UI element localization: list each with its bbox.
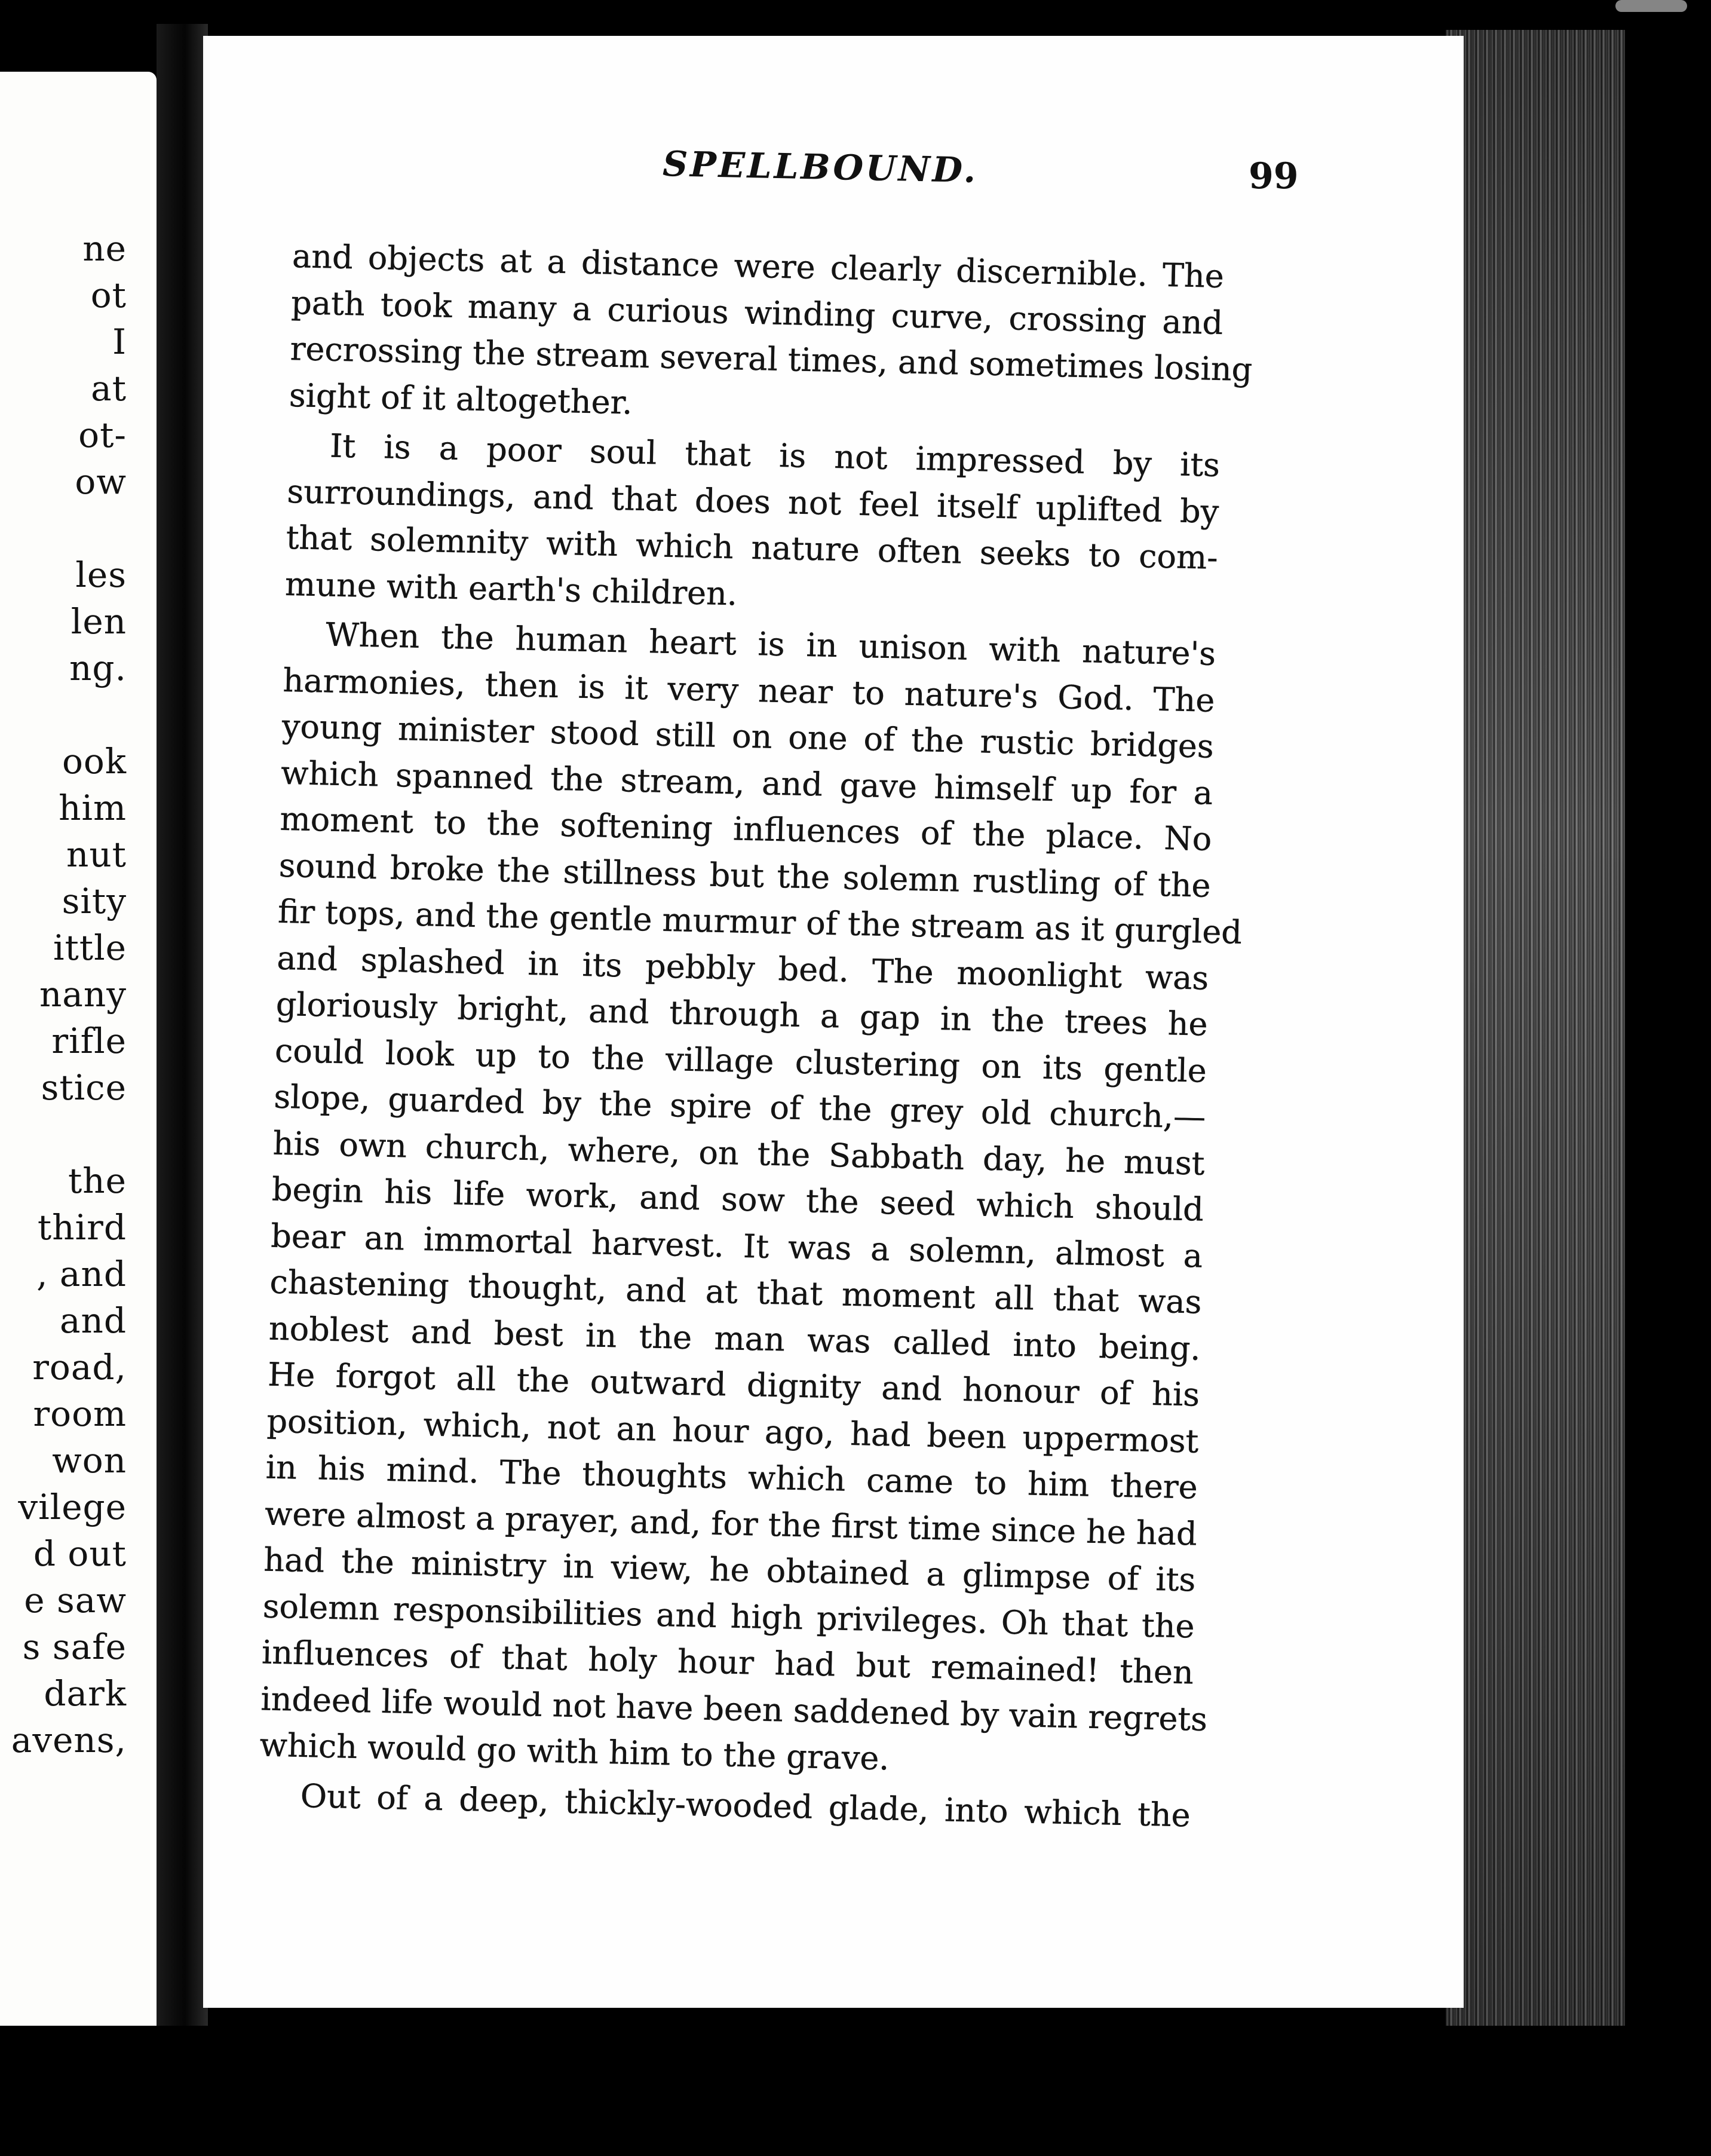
scan-background bbox=[0, 2026, 1711, 2156]
text-line: indeed life would not have been saddened by vain regrets bbox=[260, 1679, 1208, 1738]
text-line: which would go with him to the grave. bbox=[259, 1726, 890, 1778]
text-line: begin his life work, and sow the seed which should bbox=[271, 1170, 1204, 1229]
left-fragment: rifle bbox=[51, 1021, 127, 1061]
right-page bbox=[203, 36, 1464, 2008]
left-fragment: third bbox=[37, 1207, 127, 1248]
text-line: sound broke the stillness but the solemn rustling of the bbox=[278, 846, 1212, 905]
left-fragment: len bbox=[70, 601, 127, 642]
text-line: Out of a deep, thickly-wooded glade, into which the bbox=[300, 1777, 1191, 1834]
text-line: recrossing the stream several times, and sometimes losing bbox=[290, 329, 1253, 389]
text-line: bear an immortal harvest. It was a solemn, almost a bbox=[270, 1217, 1203, 1275]
page-number: 99 bbox=[1249, 155, 1299, 197]
left-fragment: les bbox=[75, 555, 127, 595]
scan-speck bbox=[1615, 0, 1687, 12]
body-text bbox=[258, 233, 1253, 1838]
text-line: sight of it altogether. bbox=[289, 376, 633, 421]
text-line: chastening thought, and at that moment all that was bbox=[269, 1263, 1203, 1321]
text-line: He forgot all the outward dignity and honour of his bbox=[267, 1355, 1200, 1414]
left-fragment: ng. bbox=[69, 648, 127, 688]
text-line: slope, guarded by the spire of the grey old church,— bbox=[273, 1077, 1206, 1136]
text-line: young minister stood still on one of the rustic bridges bbox=[281, 707, 1215, 765]
left-fragment: ook bbox=[62, 741, 127, 782]
book-gutter bbox=[157, 24, 208, 2068]
text-line: It is a poor soul that is not impressed by its bbox=[329, 427, 1221, 484]
left-fragment: ne bbox=[82, 228, 127, 269]
text-line: and splashed in its pebbly bed. The moonlight was bbox=[276, 939, 1209, 997]
text-line: which spanned the stream, and gave himself up for a bbox=[280, 754, 1213, 812]
text-line: fir tops, and the gentle murmur of the stream as it gurgled bbox=[277, 892, 1243, 951]
text-line: could look up to the village clustering on its gentle bbox=[274, 1031, 1207, 1090]
left-fragment: nany bbox=[39, 974, 127, 1015]
left-fragment: road, bbox=[32, 1347, 127, 1388]
left-fragment: ot bbox=[90, 275, 127, 316]
left-page bbox=[0, 72, 157, 2062]
running-head: SPELLBOUND. bbox=[662, 143, 979, 191]
left-fragment: won bbox=[52, 1440, 127, 1481]
left-fragment: at bbox=[91, 368, 127, 409]
text-line: had the ministry in view, he obtained a glimpse of its bbox=[263, 1541, 1196, 1599]
page-header bbox=[203, 143, 1464, 209]
left-fragment: dark bbox=[44, 1673, 127, 1714]
left-fragment: d out bbox=[33, 1533, 127, 1574]
left-fragment: ow bbox=[75, 461, 127, 502]
left-fragment: the bbox=[68, 1160, 127, 1201]
text-line: noblest and best in the man was called into being. bbox=[268, 1309, 1201, 1368]
left-fragment: and bbox=[59, 1300, 127, 1341]
text-line: gloriously bright, and through a gap in the trees he bbox=[275, 985, 1209, 1043]
text-line: When the human heart is in unison with nature's bbox=[325, 615, 1216, 673]
left-fragment: him bbox=[59, 788, 127, 828]
left-fragment: e saw bbox=[24, 1580, 127, 1621]
text-line: that solemnity with which nature often seeks to com- bbox=[286, 518, 1219, 577]
left-fragment: s safe bbox=[22, 1627, 127, 1667]
text-line: influences of that holy hour had but remained! then bbox=[261, 1633, 1194, 1692]
left-fragment: nut bbox=[66, 834, 127, 875]
page-edges bbox=[1446, 30, 1625, 2026]
left-fragment: ot- bbox=[78, 415, 127, 455]
text-line: surroundings, and that does not feel itself uplifted by bbox=[286, 472, 1219, 531]
text-line: were almost a prayer, and, for the first time since he had bbox=[264, 1494, 1198, 1553]
text-line: mune with earth's children. bbox=[284, 565, 738, 612]
text-line: harmonies, then is it very near to nature's God. The bbox=[282, 661, 1215, 719]
text-line: solemn responsibilities and high privileges. Oh that the bbox=[262, 1587, 1195, 1645]
text-line: in his mind. The thoughts which came to him there bbox=[265, 1448, 1198, 1506]
text-line: and objects at a distance were clearly discernible. The bbox=[292, 237, 1225, 296]
left-fragment: room bbox=[33, 1394, 127, 1434]
text-line: position, which, not an hour ago, had been uppermost bbox=[266, 1402, 1199, 1460]
text-line: moment to the softening influences of the place. No bbox=[279, 800, 1212, 858]
text-line: path took many a curious winding curve, crossing and bbox=[290, 283, 1224, 342]
text-line: his own church, where, on the Sabbath day, he must bbox=[272, 1124, 1206, 1183]
left-fragment: stice bbox=[41, 1067, 127, 1108]
left-fragment: , and bbox=[36, 1254, 127, 1294]
left-fragment: I bbox=[112, 321, 127, 362]
left-fragment: vilege bbox=[18, 1487, 127, 1527]
left-fragment: ittle bbox=[53, 927, 127, 968]
left-fragment: avens, bbox=[11, 1720, 127, 1760]
left-fragment: sity bbox=[62, 881, 127, 921]
